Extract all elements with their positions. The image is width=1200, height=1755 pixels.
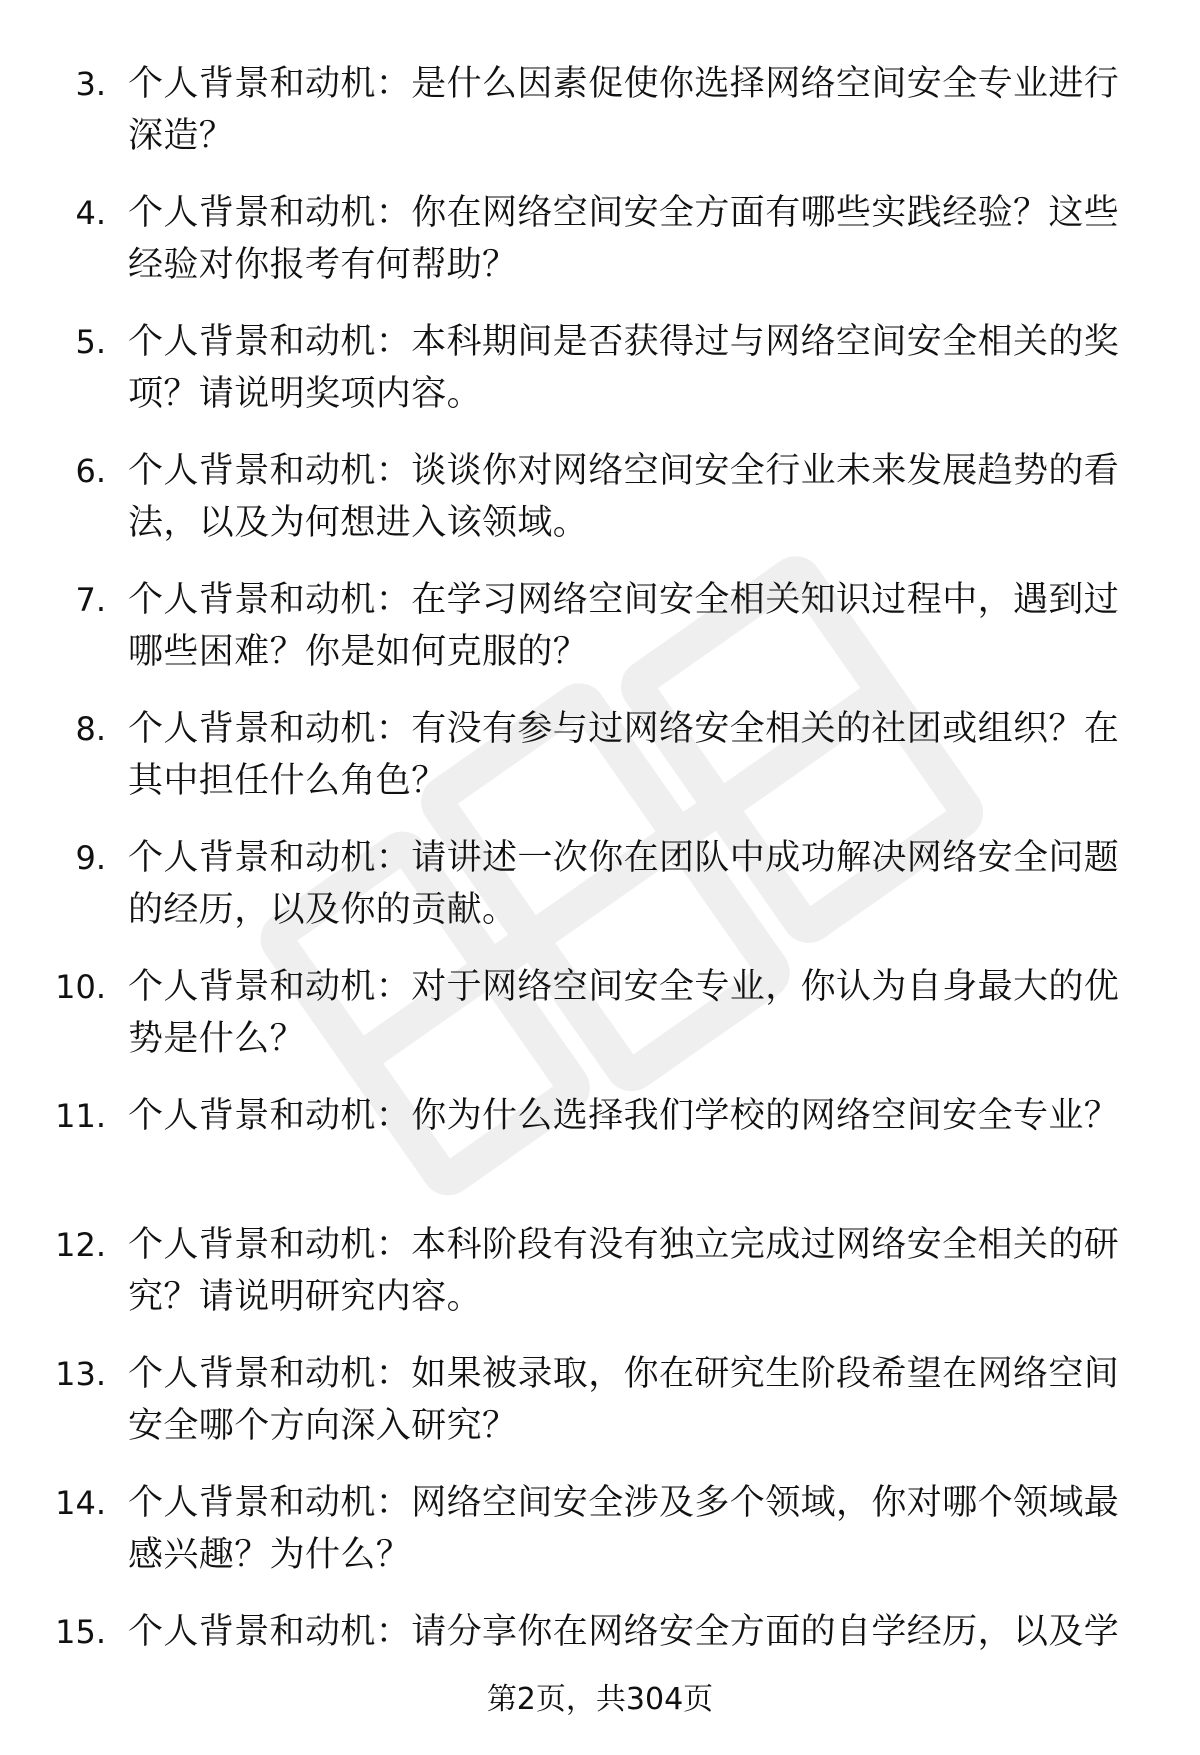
question-number: 4. (75, 194, 106, 232)
question-text: 个人背景和动机：请分享你在网络安全方面的自学经历，以及学 (128, 1612, 1120, 1652)
question-number: 9. (75, 839, 106, 877)
list-item (0, 574, 1200, 703)
question-text: 个人背景和动机：你在网络空间安全方面有哪些实践经验？这些经验对你报考有何帮助？ (128, 193, 1120, 285)
question-number: 3. (75, 65, 106, 103)
list-item (0, 445, 1200, 574)
question-number: 6. (75, 452, 106, 490)
question-text: 个人背景和动机：有没有参与过网络安全相关的社团或组织？在其中担任什么角色？ (128, 709, 1120, 801)
question-number: 14. (55, 1484, 106, 1522)
question-text: 个人背景和动机：网络空间安全涉及多个领域，你对哪个领域最感兴趣？为什么？ (128, 1483, 1120, 1575)
list-item (0, 58, 1200, 187)
question-text: 个人背景和动机：请讲述一次你在团队中成功解决网络安全问题的经历，以及你的贡献。 (128, 838, 1120, 930)
question-number: 13. (55, 1355, 106, 1393)
list-item (0, 703, 1200, 832)
list-item (0, 1219, 1200, 1348)
question-text: 个人背景和动机：本科阶段有没有独立完成过网络安全相关的研究？请说明研究内容。 (128, 1225, 1120, 1317)
question-text: 个人背景和动机：本科期间是否获得过与网络空间安全相关的奖项？请说明奖项内容。 (128, 322, 1120, 414)
question-list (0, 58, 1200, 1735)
question-text: 个人背景和动机：在学习网络空间安全相关知识过程中，遇到过哪些困难？你是如何克服的？ (128, 580, 1120, 672)
list-item (0, 1477, 1200, 1606)
question-number: 7. (75, 581, 106, 619)
question-number: 12. (55, 1226, 106, 1264)
question-text: 个人背景和动机：谈谈你对网络空间安全行业未来发展趋势的看法，以及为何想进入该领域。 (128, 451, 1120, 543)
question-number: 11. (55, 1097, 106, 1135)
list-item (0, 1090, 1200, 1219)
question-number: 8. (75, 710, 106, 748)
question-number: 15. (55, 1613, 106, 1651)
list-item (0, 832, 1200, 961)
question-text: 个人背景和动机：如果被录取，你在研究生阶段希望在网络空间安全哪个方向深入研究？ (128, 1354, 1120, 1446)
question-text: 个人背景和动机：你为什么选择我们学校的网络空间安全专业？ (128, 1096, 1120, 1136)
question-text: 个人背景和动机：是什么因素促使你选择网络空间安全专业进行深造？ (128, 64, 1120, 156)
list-item (0, 187, 1200, 316)
question-number: 5. (75, 323, 106, 361)
page-footer: 第2页，共304页 (486, 1682, 714, 1717)
question-text: 个人背景和动机：对于网络空间安全专业，你认为自身最大的优势是什么？ (128, 967, 1120, 1059)
list-item (0, 961, 1200, 1090)
question-number: 10. (55, 968, 106, 1006)
list-item (0, 1348, 1200, 1477)
list-item (0, 316, 1200, 445)
